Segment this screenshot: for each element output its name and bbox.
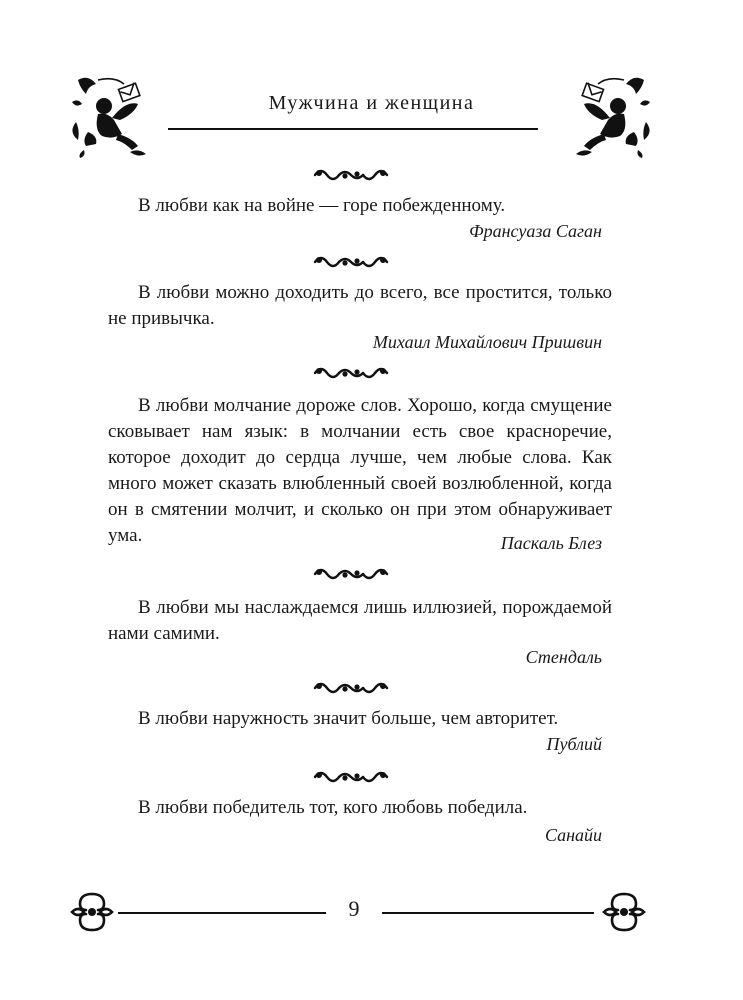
divider-ornament-icon: [311, 677, 391, 699]
quote-text: В любви как на войне — горе побежденному.: [138, 195, 506, 216]
divider-ornament-icon: [311, 164, 391, 186]
quote-author: Паскаль Блез: [500, 533, 602, 553]
page-number: 9: [348, 896, 360, 921]
running-header-title: Мужчина и женщина: [268, 92, 475, 114]
header-rule: [168, 128, 538, 130]
divider-ornament-icon: [311, 251, 391, 273]
quote-author: Стендаль: [525, 647, 602, 667]
quote-author: Публий: [546, 734, 602, 754]
quote-text: В любви мы наслаждаемся лишь иллюзией, порождаемой нами самими.: [108, 597, 612, 644]
cherub-left-icon: [68, 72, 154, 158]
footer-rule-right: [382, 912, 594, 914]
quote-author: Михаил Михайлович Пришвин: [372, 332, 602, 352]
footer-rule-left: [118, 912, 326, 914]
cherub-right-icon: [568, 72, 654, 158]
divider-ornament-icon: [311, 563, 391, 585]
quote-author: Франсуаза Саган: [469, 221, 602, 241]
quote-text: В любви победитель тот, кого любовь победила.: [138, 797, 528, 818]
quote-text: В любви молчание дороже слов. Хорошо, когда смущение сковывает нам язык: в молчании есть свое красноречие, которое доходит до сердца лучше, чем любые слова. Как много может сказать влюбленный своей возлюбленной, когда он в смятении молчит, и сколько он при этом обнаруживает ума.: [108, 395, 612, 546]
quote-text: В любви наружность значит больше, чем авторитет.: [138, 708, 559, 729]
footer-ornament-right-icon: [600, 888, 648, 936]
footer-ornament-left-icon: [68, 888, 116, 936]
quote-text: В любви можно доходить до всего, все простится, только не привычка.: [108, 282, 612, 329]
divider-ornament-icon: [311, 362, 391, 384]
quote-author: Санайи: [544, 825, 602, 845]
divider-ornament-icon: [311, 766, 391, 788]
